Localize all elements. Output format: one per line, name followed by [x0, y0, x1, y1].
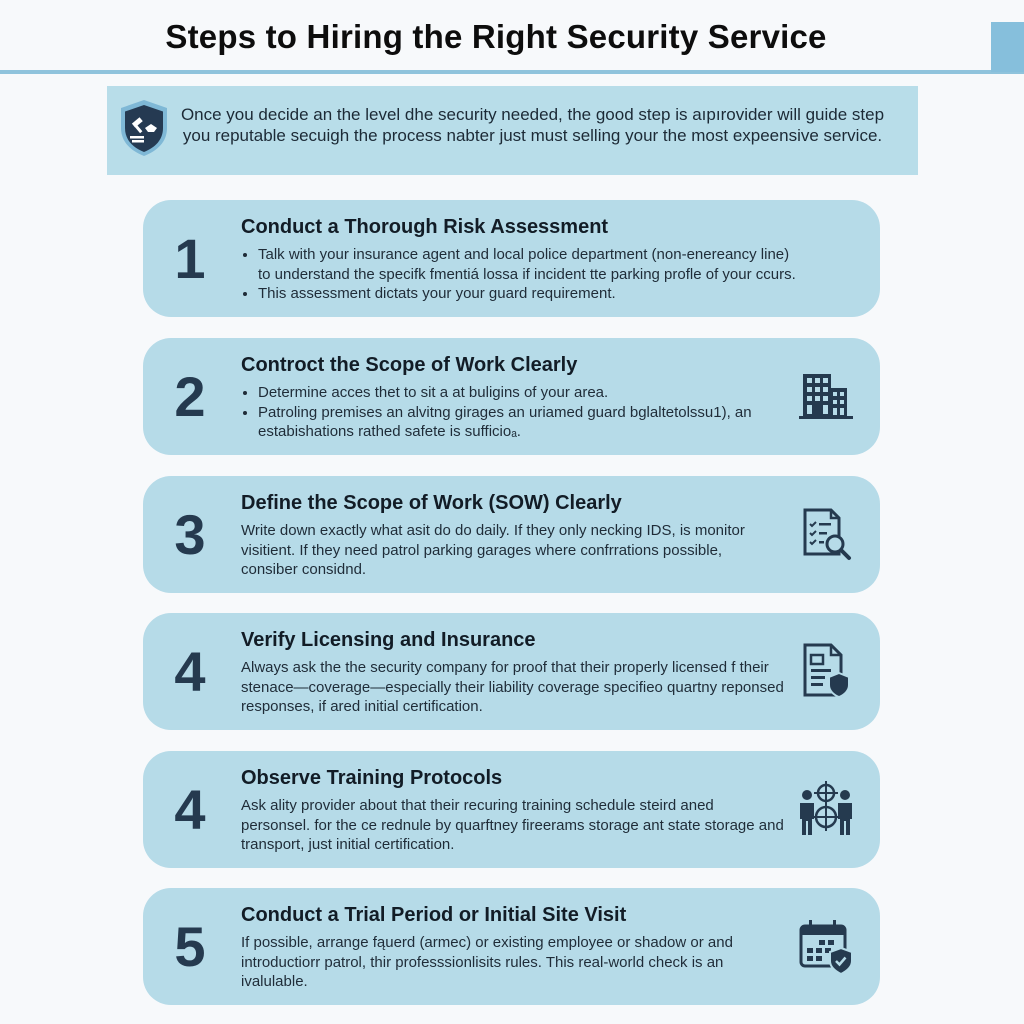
step-heading: Define the Scope of Work (SOW) Clearly [241, 492, 622, 514]
step-number: 4 [174, 640, 206, 703]
guards-target-icon [795, 779, 857, 841]
checklist-search-icon [795, 504, 857, 566]
step-body [241, 245, 801, 304]
step-bullet: • Patroling premises an alvitng girages an uriamed guard bglaltetolssu1), an estabishations rathed safete is sufficioₐ. [258, 403, 776, 442]
title-divider [0, 70, 1024, 74]
step-heading: Controct the Scope of Work Clearly [241, 354, 578, 376]
step-body [241, 383, 776, 442]
step-number: 3 [174, 503, 206, 566]
corner-accent [991, 22, 1024, 72]
intro-banner [107, 86, 918, 175]
step-body: If possible, arrange fąuerd (armec) or existing employee or shadow or and introductiorr patrol, thir professsionlisits rules. This real-world check is an ivalulable. [241, 934, 733, 990]
shield-gavel-handshake-icon [117, 98, 171, 158]
step-number: 2 [174, 365, 206, 428]
calendar-shield-icon [795, 916, 857, 978]
step-card-2 [143, 338, 880, 455]
step-number: 4 [174, 778, 206, 841]
step-number: 5 [174, 915, 206, 978]
building-icon [795, 366, 857, 428]
step-card-3 [143, 476, 880, 593]
step-bullet: • Determine acces thet to sit a at buligins of your area. [258, 383, 776, 403]
step-heading: Verify Licensing and Insurance [241, 629, 536, 651]
step-body: Write down exactly what asit do do daily. If they only necking IDS, is monitor visitient. If they need patrol parking garages where confrrations possible, consiber considnd. [241, 522, 745, 578]
step-heading: Observe Training Protocols [241, 767, 503, 789]
step-bullet: • Talk with your insurance agent and local police department (non-enereancy line) to understand the specifk fmentiá lossa if incident tte parking profle of your ccurs. [258, 245, 801, 284]
step-card-1 [143, 200, 880, 317]
intro-text: Once you decide an the level dhe security needed, the good step is aıpırovider will guide step you reputable secuigh the process nabter just must selling your the most expeensive service. [180, 105, 885, 145]
step-body: Always ask the the security company for proof that their properly licensed f their stenace—coverage—especially their liability coverage specifieo quartny reponsed responses, if ared initial certification. [241, 659, 784, 715]
step-card-6 [143, 888, 880, 1005]
step-number: 1 [174, 227, 206, 290]
step-heading: Conduct a Thorough Risk Assessment [241, 216, 609, 238]
step-bullet: • This assessment dictats your your guard requirement. [258, 284, 801, 304]
step-heading: Conduct a Trial Period or Initial Site Visit [241, 904, 627, 926]
page-title: Steps to Hiring the Right Security Service [165, 18, 827, 55]
step-card-4 [143, 613, 880, 730]
step-body: Ask ality provider about that their recuring training schedule steird aned personsel. for the ce rednule by quarftney fireerams storage ant state storage and transport, just initial certification. [241, 797, 784, 853]
step-card-5 [143, 751, 880, 868]
document-shield-icon [795, 641, 857, 703]
